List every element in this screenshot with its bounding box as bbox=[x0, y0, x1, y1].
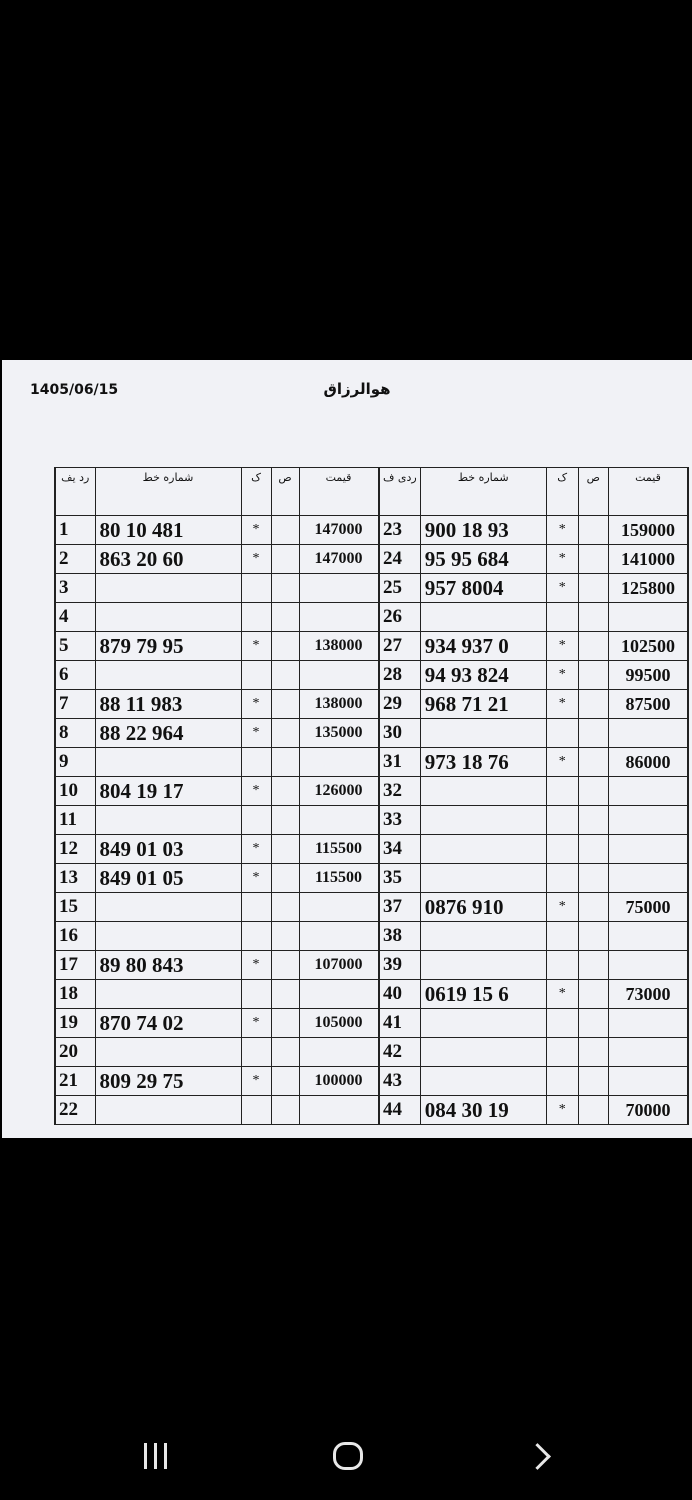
table-row bbox=[380, 806, 689, 835]
home-button[interactable] bbox=[322, 1428, 374, 1484]
table-row bbox=[380, 777, 689, 806]
mark-k: * bbox=[241, 777, 271, 806]
price-cell bbox=[608, 864, 688, 893]
line-number: 80 10 481 bbox=[95, 516, 241, 545]
mark-k bbox=[241, 661, 271, 690]
table-row bbox=[55, 748, 378, 777]
mark-k: * bbox=[241, 1009, 271, 1038]
line-number: 849 01 05 bbox=[95, 864, 241, 893]
line-number: 968 71 21 bbox=[420, 690, 546, 719]
table-row bbox=[380, 835, 689, 864]
mark-s bbox=[578, 1096, 608, 1125]
mark-s bbox=[578, 864, 608, 893]
price-cell bbox=[608, 922, 688, 951]
table-row bbox=[55, 864, 378, 893]
mark-k: * bbox=[241, 690, 271, 719]
price-cell: 105000 bbox=[299, 1009, 378, 1038]
price-cell: 86000 bbox=[608, 748, 688, 777]
row-number: 38 bbox=[380, 922, 421, 951]
line-number bbox=[95, 1096, 241, 1125]
mark-s bbox=[578, 777, 608, 806]
table-row bbox=[380, 574, 689, 603]
price-cell: 141000 bbox=[608, 545, 688, 574]
price-cell bbox=[608, 603, 688, 632]
mark-s bbox=[271, 719, 299, 748]
mark-k: * bbox=[241, 864, 271, 893]
mark-k: * bbox=[546, 748, 578, 777]
mark-k bbox=[241, 922, 271, 951]
price-cell bbox=[608, 1067, 688, 1096]
mark-s bbox=[271, 980, 299, 1009]
table-row bbox=[55, 719, 378, 748]
header-row-number: رد يف bbox=[55, 468, 95, 516]
price-cell bbox=[608, 1038, 688, 1067]
price-cell: 73000 bbox=[608, 980, 688, 1009]
mark-s bbox=[578, 1067, 608, 1096]
table-row bbox=[55, 835, 378, 864]
scanned-document bbox=[2, 360, 692, 1138]
row-number: 18 bbox=[55, 980, 95, 1009]
mark-s bbox=[271, 516, 299, 545]
price-cell: 138000 bbox=[299, 632, 378, 661]
mark-k: * bbox=[546, 1096, 578, 1125]
line-number bbox=[95, 893, 241, 922]
document-date: 1405/06/15 bbox=[30, 382, 119, 398]
mark-s bbox=[578, 1038, 608, 1067]
line-number: 804 19 17 bbox=[95, 777, 241, 806]
table-row bbox=[380, 1067, 689, 1096]
mark-k bbox=[241, 806, 271, 835]
line-number: 89 80 843 bbox=[95, 951, 241, 980]
mark-k: * bbox=[241, 632, 271, 661]
mark-k: * bbox=[546, 893, 578, 922]
row-number: 28 bbox=[380, 661, 421, 690]
row-number: 1 bbox=[55, 516, 95, 545]
mark-k bbox=[241, 748, 271, 777]
line-number: 849 01 03 bbox=[95, 835, 241, 864]
mark-s bbox=[271, 864, 299, 893]
row-number: 32 bbox=[380, 777, 421, 806]
line-number bbox=[420, 1009, 546, 1038]
price-cell bbox=[608, 719, 688, 748]
mark-s bbox=[578, 806, 608, 835]
mark-k bbox=[546, 922, 578, 951]
price-cell bbox=[299, 893, 378, 922]
mark-k: * bbox=[546, 632, 578, 661]
mark-k: * bbox=[546, 980, 578, 1009]
table-row bbox=[55, 603, 378, 632]
back-icon bbox=[524, 1443, 551, 1470]
price-cell bbox=[299, 748, 378, 777]
header-line-number: شماره خط bbox=[420, 468, 546, 516]
row-number: 44 bbox=[380, 1096, 421, 1125]
table-row bbox=[55, 545, 378, 574]
row-number: 35 bbox=[380, 864, 421, 893]
mark-s bbox=[578, 951, 608, 980]
table-row bbox=[55, 806, 378, 835]
table-row bbox=[55, 516, 378, 545]
header-k: ک bbox=[241, 468, 271, 516]
mark-s bbox=[271, 574, 299, 603]
mark-s bbox=[578, 545, 608, 574]
mark-k bbox=[241, 574, 271, 603]
line-number: 809 29 75 bbox=[95, 1067, 241, 1096]
mark-k: * bbox=[241, 719, 271, 748]
price-cell: 87500 bbox=[608, 690, 688, 719]
table-row bbox=[380, 980, 689, 1009]
mark-s bbox=[271, 748, 299, 777]
price-cell bbox=[299, 980, 378, 1009]
table-row bbox=[380, 922, 689, 951]
row-number: 41 bbox=[380, 1009, 421, 1038]
line-number: 879 79 95 bbox=[95, 632, 241, 661]
row-number: 43 bbox=[380, 1067, 421, 1096]
price-cell bbox=[299, 806, 378, 835]
recent-apps-icon bbox=[144, 1443, 167, 1469]
row-number: 24 bbox=[380, 545, 421, 574]
table-row bbox=[55, 1038, 378, 1067]
mark-k bbox=[546, 951, 578, 980]
mark-k bbox=[241, 1038, 271, 1067]
line-number: 0619 15 6 bbox=[420, 980, 546, 1009]
mark-s bbox=[271, 777, 299, 806]
mark-s bbox=[578, 719, 608, 748]
table-row bbox=[55, 661, 378, 690]
mark-s bbox=[271, 603, 299, 632]
row-number: 4 bbox=[55, 603, 95, 632]
line-number bbox=[420, 835, 546, 864]
mark-s bbox=[271, 661, 299, 690]
table-row bbox=[55, 893, 378, 922]
table-row bbox=[55, 1009, 378, 1038]
mark-s bbox=[271, 1067, 299, 1096]
line-number: 88 11 983 bbox=[95, 690, 241, 719]
price-cell bbox=[608, 1009, 688, 1038]
price-table-left bbox=[54, 467, 379, 1125]
mark-k: * bbox=[546, 690, 578, 719]
table-row bbox=[380, 864, 689, 893]
mark-s bbox=[271, 835, 299, 864]
mark-k: * bbox=[241, 835, 271, 864]
mark-s bbox=[271, 690, 299, 719]
table-row bbox=[380, 719, 689, 748]
row-number: 10 bbox=[55, 777, 95, 806]
line-number bbox=[420, 922, 546, 951]
price-cell bbox=[299, 1096, 378, 1125]
mark-k bbox=[241, 980, 271, 1009]
mark-k: * bbox=[241, 545, 271, 574]
table-header-row bbox=[55, 468, 378, 516]
header-k: ک bbox=[546, 468, 578, 516]
mark-k bbox=[546, 864, 578, 893]
mark-k: * bbox=[546, 516, 578, 545]
mark-k: * bbox=[546, 661, 578, 690]
price-cell: 75000 bbox=[608, 893, 688, 922]
mark-k bbox=[546, 835, 578, 864]
mark-s bbox=[578, 574, 608, 603]
row-number: 17 bbox=[55, 951, 95, 980]
header-s: ص bbox=[271, 468, 299, 516]
mark-k: * bbox=[546, 545, 578, 574]
header-line-number: شماره خط bbox=[95, 468, 241, 516]
document-title: هوالرزاق bbox=[323, 380, 391, 398]
mark-k bbox=[546, 777, 578, 806]
row-number: 20 bbox=[55, 1038, 95, 1067]
row-number: 13 bbox=[55, 864, 95, 893]
line-number: 0876 910 bbox=[420, 893, 546, 922]
row-number: 12 bbox=[55, 835, 95, 864]
row-number: 21 bbox=[55, 1067, 95, 1096]
price-cell bbox=[608, 777, 688, 806]
price-cell bbox=[299, 574, 378, 603]
line-number bbox=[95, 1038, 241, 1067]
row-number: 16 bbox=[55, 922, 95, 951]
line-number bbox=[420, 1067, 546, 1096]
row-number: 27 bbox=[380, 632, 421, 661]
line-number: 900 18 93 bbox=[420, 516, 546, 545]
price-cell bbox=[608, 806, 688, 835]
price-cell bbox=[608, 835, 688, 864]
line-number: 934 937 0 bbox=[420, 632, 546, 661]
price-cell: 102500 bbox=[608, 632, 688, 661]
mark-s bbox=[578, 922, 608, 951]
line-number: 95 95 684 bbox=[420, 545, 546, 574]
price-table-right bbox=[379, 467, 689, 1125]
row-number: 22 bbox=[55, 1096, 95, 1125]
table-row bbox=[55, 1096, 378, 1125]
mark-s bbox=[271, 1009, 299, 1038]
mark-s bbox=[578, 835, 608, 864]
row-number: 11 bbox=[55, 806, 95, 835]
row-number: 37 bbox=[380, 893, 421, 922]
price-cell: 125800 bbox=[608, 574, 688, 603]
line-number bbox=[420, 951, 546, 980]
line-number bbox=[420, 603, 546, 632]
mark-s bbox=[271, 1096, 299, 1125]
mark-k: * bbox=[241, 951, 271, 980]
table-row bbox=[55, 951, 378, 980]
table-row bbox=[55, 1067, 378, 1096]
mark-s bbox=[271, 951, 299, 980]
line-number bbox=[420, 806, 546, 835]
mark-s bbox=[271, 545, 299, 574]
mark-s bbox=[578, 1009, 608, 1038]
row-number: 42 bbox=[380, 1038, 421, 1067]
price-cell: 126000 bbox=[299, 777, 378, 806]
table-row bbox=[55, 777, 378, 806]
line-number: 88 22 964 bbox=[95, 719, 241, 748]
line-number bbox=[420, 777, 546, 806]
line-number: 084 30 19 bbox=[420, 1096, 546, 1125]
row-number: 3 bbox=[55, 574, 95, 603]
table-row bbox=[55, 922, 378, 951]
mark-k: * bbox=[546, 574, 578, 603]
mark-s bbox=[578, 690, 608, 719]
mark-k bbox=[546, 603, 578, 632]
row-number: 30 bbox=[380, 719, 421, 748]
recent-apps-button[interactable] bbox=[130, 1428, 180, 1484]
price-cell bbox=[299, 1038, 378, 1067]
row-number: 19 bbox=[55, 1009, 95, 1038]
table-row bbox=[380, 632, 689, 661]
price-cell: 99500 bbox=[608, 661, 688, 690]
row-number: 29 bbox=[380, 690, 421, 719]
line-number bbox=[95, 603, 241, 632]
mark-s bbox=[271, 806, 299, 835]
back-button[interactable] bbox=[516, 1428, 566, 1484]
mark-k: * bbox=[241, 516, 271, 545]
price-cell: 135000 bbox=[299, 719, 378, 748]
price-cell bbox=[299, 922, 378, 951]
line-number bbox=[95, 748, 241, 777]
mark-k bbox=[546, 1038, 578, 1067]
mark-s bbox=[578, 893, 608, 922]
table-row bbox=[380, 690, 689, 719]
row-number: 9 bbox=[55, 748, 95, 777]
mark-k bbox=[546, 806, 578, 835]
row-number: 15 bbox=[55, 893, 95, 922]
table-row bbox=[380, 893, 689, 922]
price-cell: 115500 bbox=[299, 864, 378, 893]
mark-s bbox=[578, 661, 608, 690]
price-cell: 100000 bbox=[299, 1067, 378, 1096]
line-number bbox=[95, 980, 241, 1009]
price-cell: 159000 bbox=[608, 516, 688, 545]
price-cell: 147000 bbox=[299, 545, 378, 574]
table-header-row bbox=[380, 468, 689, 516]
price-cell: 70000 bbox=[608, 1096, 688, 1125]
line-number: 863 20 60 bbox=[95, 545, 241, 574]
table-row bbox=[55, 980, 378, 1009]
line-number bbox=[420, 719, 546, 748]
row-number: 40 bbox=[380, 980, 421, 1009]
line-number bbox=[95, 922, 241, 951]
header-price: قيمت bbox=[299, 468, 378, 516]
price-cell: 138000 bbox=[299, 690, 378, 719]
row-number: 7 bbox=[55, 690, 95, 719]
line-number: 973 18 76 bbox=[420, 748, 546, 777]
price-cell: 107000 bbox=[299, 951, 378, 980]
home-icon bbox=[333, 1442, 363, 1470]
mark-s bbox=[271, 893, 299, 922]
row-number: 2 bbox=[55, 545, 95, 574]
row-number: 26 bbox=[380, 603, 421, 632]
line-number bbox=[95, 806, 241, 835]
line-number: 957 8004 bbox=[420, 574, 546, 603]
row-number: 31 bbox=[380, 748, 421, 777]
table-row bbox=[380, 951, 689, 980]
header-s: ص bbox=[578, 468, 608, 516]
mark-s bbox=[271, 632, 299, 661]
mark-k bbox=[241, 603, 271, 632]
mark-s bbox=[271, 922, 299, 951]
price-cell bbox=[299, 603, 378, 632]
line-number bbox=[95, 661, 241, 690]
line-number: 870 74 02 bbox=[95, 1009, 241, 1038]
table-row bbox=[380, 1038, 689, 1067]
table-row bbox=[380, 661, 689, 690]
price-cell bbox=[299, 661, 378, 690]
mark-k bbox=[241, 1096, 271, 1125]
row-number: 34 bbox=[380, 835, 421, 864]
table-row bbox=[380, 1096, 689, 1125]
header-price: قيمت bbox=[608, 468, 688, 516]
mark-k bbox=[546, 1067, 578, 1096]
table-row bbox=[380, 603, 689, 632]
table-row bbox=[55, 632, 378, 661]
mark-k bbox=[546, 719, 578, 748]
line-number bbox=[420, 864, 546, 893]
table-row bbox=[380, 545, 689, 574]
header-row-number: ردی ف bbox=[380, 468, 421, 516]
row-number: 6 bbox=[55, 661, 95, 690]
mark-k bbox=[546, 1009, 578, 1038]
price-cell: 115500 bbox=[299, 835, 378, 864]
mark-s bbox=[271, 1038, 299, 1067]
table-row bbox=[55, 690, 378, 719]
line-number bbox=[95, 574, 241, 603]
row-number: 25 bbox=[380, 574, 421, 603]
mark-s bbox=[578, 980, 608, 1009]
line-number bbox=[420, 1038, 546, 1067]
mark-k bbox=[241, 893, 271, 922]
mark-k: * bbox=[241, 1067, 271, 1096]
table-row bbox=[380, 516, 689, 545]
price-cell bbox=[608, 951, 688, 980]
mark-s bbox=[578, 632, 608, 661]
table-row bbox=[55, 574, 378, 603]
mark-s bbox=[578, 516, 608, 545]
row-number: 8 bbox=[55, 719, 95, 748]
line-number: 94 93 824 bbox=[420, 661, 546, 690]
table-row bbox=[380, 748, 689, 777]
table-row bbox=[380, 1009, 689, 1038]
row-number: 33 bbox=[380, 806, 421, 835]
row-number: 23 bbox=[380, 516, 421, 545]
price-cell: 147000 bbox=[299, 516, 378, 545]
row-number: 39 bbox=[380, 951, 421, 980]
mark-s bbox=[578, 748, 608, 777]
mark-s bbox=[578, 603, 608, 632]
row-number: 5 bbox=[55, 632, 95, 661]
